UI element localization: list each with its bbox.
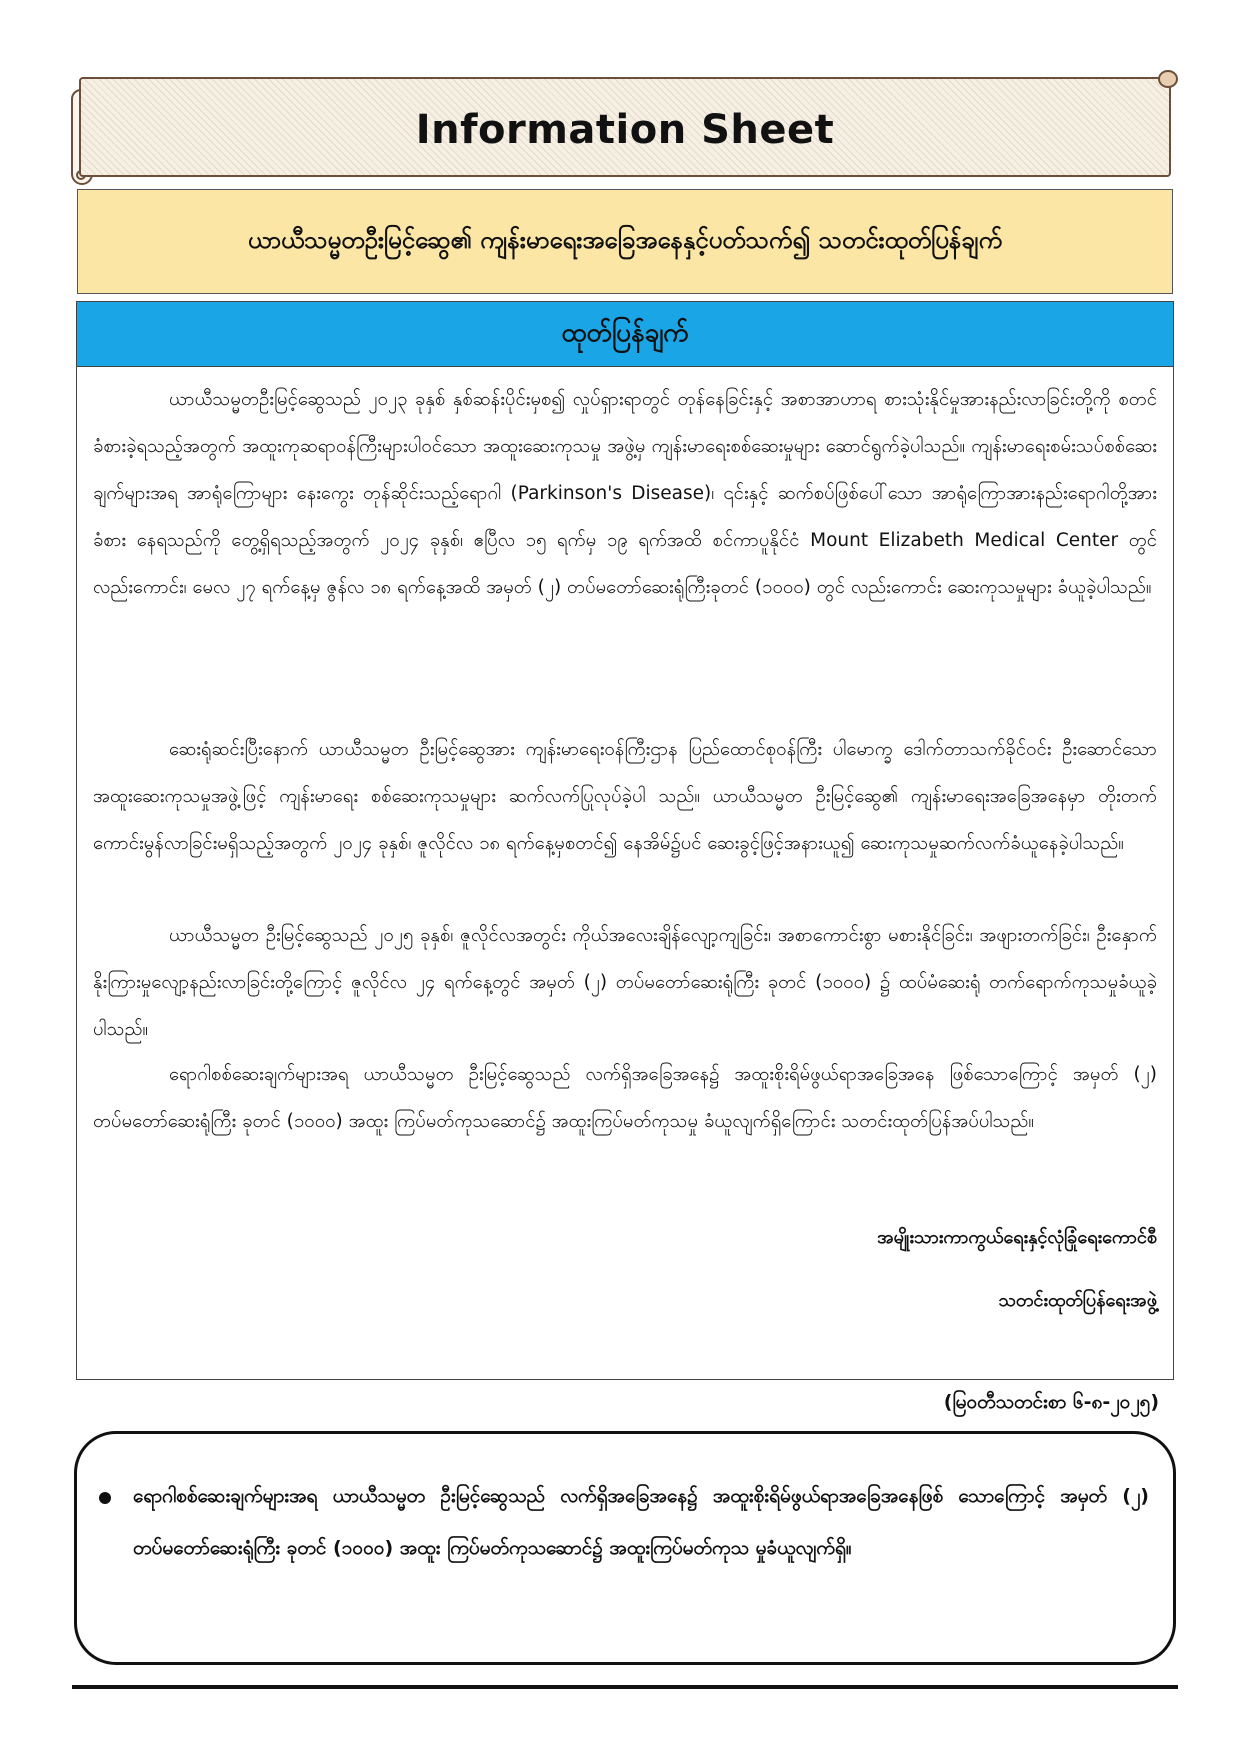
page-title: Information Sheet	[415, 107, 835, 153]
statement-box	[76, 301, 1174, 1380]
subtitle: ယာယီသမ္မတဦးမြင့်ဆွေ၏ ကျန်းမာရေးအခြေအနေနှင့်ပတ်သက်၍ သတင်းထုတ်ပြန်ချက်	[247, 225, 1003, 254]
paragraph: ယာယီသမ္မတဦးမြင့်ဆွေသည် ၂၀၂၃ ခုနှစ် နှစ်ဆန်းပိုင်းမှစ၍ လှုပ်ရှားရာတွင် တုန်နေခြင်းနှင့် အစာအာဟာရ စားသုံးနိုင်မှုအားနည်းလာခြင်းတို့ကို စတင်ခံစားခဲ့ရသည့်အတွက် အထူးကုဆရာဝန်ကြီးများပါဝင်သော အထူးဆေးကုသမှု အဖွဲ့မှ ကျန်းမာရေးစစ်ဆေးမှုများ ဆောင်ရွက်ခဲ့ပါသည်။ ကျန်းမာရေးစမ်းသပ်စစ်ဆေးချက်များအရ အာရုံကြောများ နေးကွေး တုန်ဆိုင်းသည့်ရောဂါ (Parkinson's Disease)၊ ၎င်းနှင့် ဆက်စပ်ဖြစ်ပေါ်သော အာရုံကြောအားနည်းရောဂါတို့အား ခံစား နေရသည်ကို တွေ့ရှိရသည့်အတွက် ၂၀၂၄ ခုနှစ်၊ ဧပြီလ ၁၅ ရက်မှ ၁၉ ရက်အထိ စင်ကာပူနိုင်ငံ Mount Elizabeth Medical Center တွင်လည်းကောင်း၊ မေလ ၂၇ ရက်နေ့မှ ဇွန်လ ၁၈ ရက်နေ့အထိ အမှတ် (၂) တပ်မတော်ဆေးရုံကြီးခုတင် (၁၀၀၀) တွင် လည်းကောင်း ဆေးကုသမှုများ ခံယူခဲ့ပါသည်။	[93, 389, 1157, 598]
bullet-icon	[99, 1492, 111, 1504]
summary-box	[74, 1431, 1176, 1665]
section-header-bar	[77, 302, 1173, 367]
footer-divider	[72, 1685, 1178, 1689]
source-citation: (မြဝတီသတင်းစာ ၆-၈-၂၀၂၅)	[943, 1391, 1159, 1413]
paragraph: ဆေးရုံဆင်းပြီးနောက် ယာယီသမ္မတ ဦးမြင့်ဆွေအား ကျန်းမာရေးဝန်ကြီးဌာန ပြည်ထောင်စုဝန်ကြီး ပါမောက္ခ ဒေါက်တာသက်ခိုင်ဝင်း ဦးဆောင်သော အထူးဆေးကုသမှုအဖွဲ့ဖြင့် ကျန်းမာရေး စစ်ဆေးကုသမှုများ ဆက်လက်ပြုလုပ်ခဲ့ပါ သည်။ ယာယီသမ္မတ ဦးမြင့်ဆွေ၏ ကျန်းမာရေးအခြေအနေမှာ တိုးတက်ကောင်းမွန်လာခြင်းမရှိသည့်အတွက် ၂၀၂၄ ခုနှစ်၊ ဇူလိုင်လ ၁၈ ရက်နေ့မှစတင်၍ နေအိမ်၌ပင် ဆေးခွင့်ဖြင့်အနားယူ၍ ဆေးကုသမှုဆက်လက်ခံယူနေခဲ့ပါသည်။	[93, 739, 1157, 854]
subtitle-band	[77, 189, 1173, 294]
signature-council: အမျိုးသားကာကွယ်ရေးနှင့်လုံခြုံရေးကောင်စီ	[877, 1227, 1157, 1248]
paragraph: ယာယီသမ္မတ ဦးမြင့်ဆွေသည် ၂၀၂၅ ခုနှစ်၊ ဇူလိုင်လအတွင်း ကိုယ်အလေးချိန်လျော့ကျခြင်း၊ အစာကောင်းစွာ မစားနိုင်ခြင်း၊ အဖျားတက်ခြင်း၊ ဦးနှောက်နိုးကြားမှုလျော့နည်းလာခြင်းတို့ကြောင့် ဇူလိုင်လ ၂၄ ရက်နေ့တွင် အမှတ် (၂) တပ်မတော်ဆေးရုံကြီး ခုတင် (၁၀၀၀) ၌ ထပ်မံဆေးရုံ တက်ရောက်ကုသမှုခံယူခဲ့ပါသည်။	[93, 925, 1157, 1040]
scroll-curl-right	[1158, 70, 1178, 88]
signature-info-team: သတင်းထုတ်ပြန်ရေးအဖွဲ့	[998, 1290, 1157, 1311]
section-heading: ထုတ်ပြန်ချက်	[561, 317, 689, 348]
paragraph: ရောဂါစစ်ဆေးချက်များအရ ယာယီသမ္မတ ဦးမြင့်ဆွေသည် လက်ရှိအခြေအနေ၌ အထူးစိုးရိမ်ဖွယ်ရာအခြေအနေ ဖြစ်သောကြောင့် အမှတ် (၂) တပ်မတော်ဆေးရုံကြီး ခုတင် (၁၀၀၀) အထူး ကြပ်မတ်ကုသဆောင်၌ အထူးကြပ်မတ်ကုသမှု ခံယူလျက်ရှိကြောင်း သတင်းထုတ်ပြန်အပ်ပါသည်။	[93, 1064, 1157, 1132]
summary-text: ရောဂါစစ်ဆေးချက်များအရ ယာယီသမ္မတ ဦးမြင့်ဆွေသည် လက်ရှိအခြေအနေ၌ အထူးစိုးရိမ်ဖွယ်ရာအခြေအနေဖြစ် သောကြောင့် အမှတ် (၂) တပ်မတော်ဆေးရုံကြီး ခုတင် (၁၀၀၀) အထူး ကြပ်မတ်ကုသဆောင်၌ အထူးကြပ်မတ်ကုသ မှုခံယူလျက်ရှိ။	[133, 1485, 1149, 1559]
title-banner	[79, 77, 1171, 177]
